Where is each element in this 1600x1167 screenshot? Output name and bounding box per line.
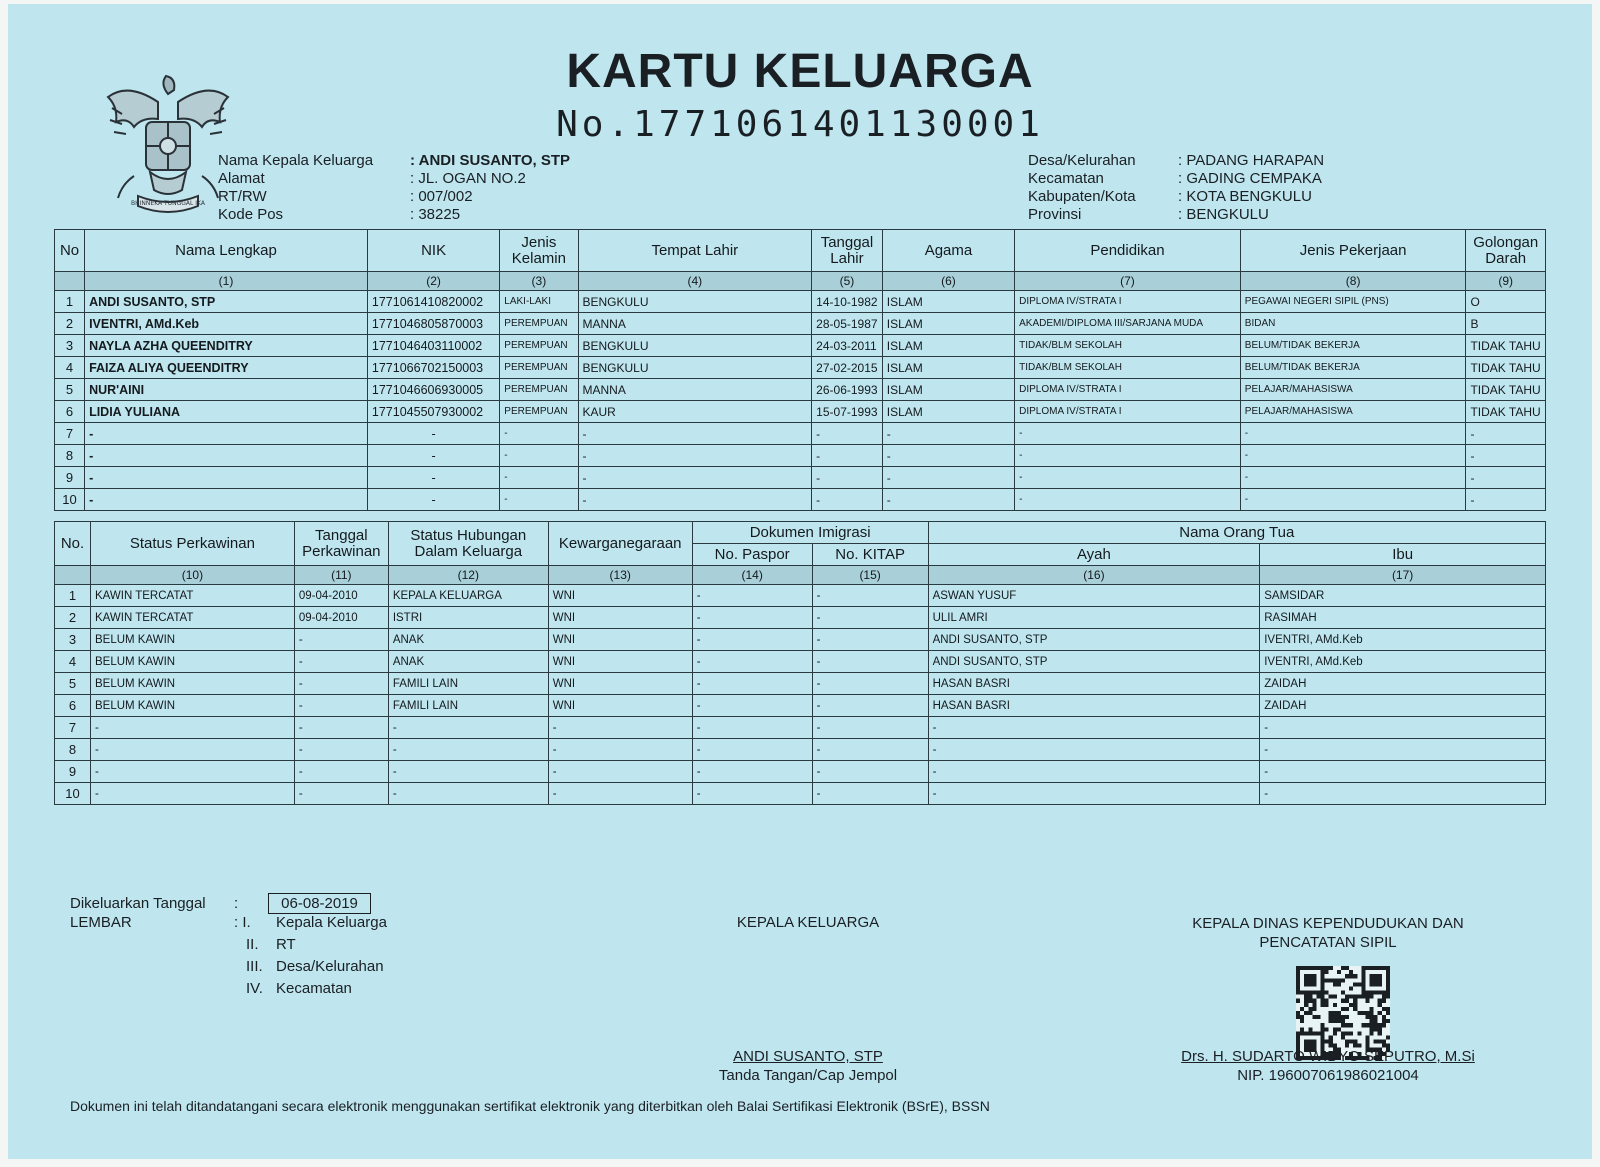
- table-row: [55, 739, 1546, 761]
- table-cell: 1771046403110002: [367, 335, 499, 357]
- table-cell: IVENTRI, AMd.Keb: [1260, 651, 1546, 673]
- table-row: [55, 717, 1546, 739]
- head-of-family-value: : ANDI SUSANTO, STP: [410, 152, 571, 169]
- table-row: [55, 423, 1546, 445]
- table-cell: HASAN BASRI: [928, 673, 1260, 695]
- table-row: [55, 445, 1546, 467]
- table-cell: -: [85, 467, 368, 489]
- column-number: [55, 566, 91, 585]
- table-cell: TIDAK/BLM SEKOLAH: [1015, 335, 1241, 357]
- table-cell: 1771061410820002: [367, 291, 499, 313]
- table-cell: WNI: [548, 585, 692, 607]
- table-cell: -: [1466, 445, 1546, 467]
- table-cell: -: [1260, 783, 1546, 805]
- lembar-item-3: Desa/Kelurahan: [276, 958, 384, 975]
- table-cell: -: [1260, 761, 1546, 783]
- table-cell: -: [548, 717, 692, 739]
- table-cell: 5: [55, 673, 91, 695]
- table-cell: -: [812, 607, 928, 629]
- table-cell: TIDAK TAHU: [1466, 379, 1546, 401]
- table-cell: -: [1015, 467, 1241, 489]
- table-cell: BELUM/TIDAK BEKERJA: [1240, 357, 1466, 379]
- col-mother: Ibu: [1260, 544, 1546, 566]
- table-cell: ANAK: [388, 629, 548, 651]
- table-cell: ASWAN YUSUF: [928, 585, 1260, 607]
- table-cell: -: [812, 445, 883, 467]
- table-cell: -: [500, 423, 578, 445]
- table-cell: 1771045507930002: [367, 401, 499, 423]
- table-cell: 4: [55, 357, 85, 379]
- column-number-row: [55, 566, 1546, 585]
- column-number: (3): [500, 272, 578, 291]
- table-cell: ISLAM: [882, 379, 1014, 401]
- col-marital-status: Status Perkawinan: [90, 522, 294, 566]
- signature-caption: Tanda Tangan/Cap Jempol: [718, 1067, 898, 1084]
- table-cell: -: [294, 783, 388, 805]
- column-number: (13): [548, 566, 692, 585]
- column-number: (14): [692, 566, 812, 585]
- table-cell: -: [294, 673, 388, 695]
- column-number: (15): [812, 566, 928, 585]
- table-cell: DIPLOMA IV/STRATA I: [1015, 291, 1241, 313]
- table-cell: PEREMPUAN: [500, 335, 578, 357]
- rt-rw-label: RT/RW: [218, 188, 267, 205]
- table-cell: -: [1466, 423, 1546, 445]
- table-cell: -: [294, 651, 388, 673]
- lembar-item-2: RT: [276, 936, 296, 953]
- table-cell: IVENTRI, AMd.Keb: [1260, 629, 1546, 651]
- table-cell: -: [85, 423, 368, 445]
- table-cell: PEGAWAI NEGERI SIPIL (PNS): [1240, 291, 1466, 313]
- table-cell: PELAJAR/MAHASISWA: [1240, 379, 1466, 401]
- column-number: (12): [388, 566, 548, 585]
- column-number: (10): [90, 566, 294, 585]
- table-cell: 6: [55, 695, 91, 717]
- table-cell: DIPLOMA IV/STRATA I: [1015, 379, 1241, 401]
- table-cell: -: [1240, 467, 1466, 489]
- rt-rw-value: : 007/002: [410, 188, 473, 205]
- table-row: [55, 379, 1546, 401]
- table-cell: 28-05-1987: [812, 313, 883, 335]
- table-cell: -: [367, 489, 499, 511]
- table-cell: -: [578, 423, 812, 445]
- table-cell: BELUM KAWIN: [90, 629, 294, 651]
- table-cell: -: [812, 673, 928, 695]
- table-cell: BELUM KAWIN: [90, 695, 294, 717]
- province-value: : BENGKULU: [1178, 206, 1269, 223]
- table-cell: -: [1466, 467, 1546, 489]
- table-cell: 10: [55, 489, 85, 511]
- table-cell: IVENTRI, AMd.Keb: [85, 313, 368, 335]
- table-cell: ULIL AMRI: [928, 607, 1260, 629]
- svg-text:BHINNEKA TUNGGAL IKA: BHINNEKA TUNGGAL IKA: [131, 200, 205, 207]
- village-value: : PADANG HARAPAN: [1178, 152, 1325, 169]
- column-number: (6): [882, 272, 1014, 291]
- column-number: [55, 272, 85, 291]
- table-cell: 1771066702150003: [367, 357, 499, 379]
- table-cell: 2: [55, 313, 85, 335]
- col-citizenship: Kewarganegaraan: [548, 522, 692, 566]
- table-cell: -: [388, 717, 548, 739]
- table-cell: HASAN BASRI: [928, 695, 1260, 717]
- table-row: [55, 651, 1546, 673]
- table-cell: -: [578, 467, 812, 489]
- table-cell: BENGKULU: [578, 291, 812, 313]
- table-cell: -: [388, 739, 548, 761]
- table-cell: 6: [55, 401, 85, 423]
- table-cell: AKADEMI/DIPLOMA III/SARJANA MUDA: [1015, 313, 1241, 335]
- table-cell: -: [812, 585, 928, 607]
- table-cell: WNI: [548, 607, 692, 629]
- lembar-item-1: Kepala Keluarga: [276, 914, 387, 931]
- col-blood-type: Golongan Darah: [1466, 230, 1546, 272]
- column-number: (1): [85, 272, 368, 291]
- table-cell: BELUM KAWIN: [90, 673, 294, 695]
- table-cell: ISLAM: [882, 313, 1014, 335]
- table-cell: PEREMPUAN: [500, 313, 578, 335]
- table-cell: -: [692, 585, 812, 607]
- table-cell: KEPALA KELUARGA: [388, 585, 548, 607]
- table-cell: WNI: [548, 651, 692, 673]
- col-kitap-no: No. KITAP: [812, 544, 928, 566]
- table-cell: WNI: [548, 695, 692, 717]
- column-number: (9): [1466, 272, 1546, 291]
- col-marriage-date: Tanggal Perkawinan: [294, 522, 388, 566]
- col-birthdate: Tanggal Lahir: [812, 230, 883, 272]
- table-cell: ISLAM: [882, 401, 1014, 423]
- table-cell: -: [90, 761, 294, 783]
- table-cell: -: [90, 717, 294, 739]
- col-nik: NIK: [367, 230, 499, 272]
- qr-code-icon: [1296, 966, 1390, 1060]
- table-cell: RASIMAH: [1260, 607, 1546, 629]
- table-cell: 09-04-2010: [294, 585, 388, 607]
- table-cell: LAKI-LAKI: [500, 291, 578, 313]
- table-row: [55, 783, 1546, 805]
- table-cell: 2: [55, 607, 91, 629]
- issued-colon: :: [234, 894, 239, 912]
- col-immigration-docs: Dokumen Imigrasi: [692, 522, 928, 544]
- table-cell: -: [1015, 423, 1241, 445]
- table-cell: -: [812, 695, 928, 717]
- family-status-table: [54, 521, 1546, 805]
- table-cell: -: [85, 445, 368, 467]
- table-cell: -: [294, 629, 388, 651]
- column-number: (5): [812, 272, 883, 291]
- table-row: [55, 629, 1546, 651]
- table-cell: WNI: [548, 629, 692, 651]
- table-cell: B: [1466, 313, 1546, 335]
- table-cell: 9: [55, 761, 91, 783]
- table-cell: 3: [55, 335, 85, 357]
- table-cell: 15-07-1993: [812, 401, 883, 423]
- table-cell: 4: [55, 651, 91, 673]
- village-label: Desa/Kelurahan: [1028, 152, 1136, 169]
- col-occupation: Jenis Pekerjaan: [1240, 230, 1466, 272]
- table-cell: -: [1015, 445, 1241, 467]
- table-row: [55, 335, 1546, 357]
- table-cell: DIPLOMA IV/STRATA I: [1015, 401, 1241, 423]
- col2-no: No.: [55, 522, 91, 566]
- table-cell: 7: [55, 423, 85, 445]
- table-cell: -: [692, 673, 812, 695]
- table-cell: -: [812, 651, 928, 673]
- table-cell: 27-02-2015: [812, 357, 883, 379]
- lembar-item-4: Kecamatan: [276, 980, 352, 997]
- table-cell: -: [882, 467, 1014, 489]
- lembar-roman-1: : I.: [234, 914, 251, 931]
- table-cell: BELUM KAWIN: [90, 651, 294, 673]
- issued-date: 06-08-2019: [268, 893, 371, 914]
- table-cell: -: [692, 651, 812, 673]
- table-cell: 5: [55, 379, 85, 401]
- col-birthplace: Tempat Lahir: [578, 230, 812, 272]
- table-cell: 1771046805870003: [367, 313, 499, 335]
- table-cell: ISLAM: [882, 291, 1014, 313]
- table-cell: FAMILI LAIN: [388, 673, 548, 695]
- lembar-roman-4: IV.: [246, 980, 263, 997]
- table-cell: -: [548, 783, 692, 805]
- table-cell: -: [294, 695, 388, 717]
- table-cell: PEREMPUAN: [500, 379, 578, 401]
- table-cell: 1: [55, 585, 91, 607]
- table-cell: ISTRI: [388, 607, 548, 629]
- table-cell: -: [812, 761, 928, 783]
- table-cell: -: [812, 717, 928, 739]
- table-row: [55, 761, 1546, 783]
- col-religion: Agama: [882, 230, 1014, 272]
- table-cell: ANDI SUSANTO, STP: [928, 629, 1260, 651]
- table-row: [55, 291, 1546, 313]
- column-number: (11): [294, 566, 388, 585]
- table-cell: ANDI SUSANTO, STP: [928, 651, 1260, 673]
- table-cell: 26-06-1993: [812, 379, 883, 401]
- col-education: Pendidikan: [1015, 230, 1241, 272]
- table-cell: BENGKULU: [578, 357, 812, 379]
- table-cell: PELAJAR/MAHASISWA: [1240, 401, 1466, 423]
- head-of-family-signature-title: KEPALA KELUARGA: [736, 914, 880, 931]
- table-cell: -: [928, 739, 1260, 761]
- table-cell: -: [812, 489, 883, 511]
- address-label: Alamat: [218, 170, 265, 187]
- table-cell: -: [294, 717, 388, 739]
- table-cell: LIDIA YULIANA: [85, 401, 368, 423]
- column-number: (2): [367, 272, 499, 291]
- table-cell: MANNA: [578, 379, 812, 401]
- table-cell: 9: [55, 467, 85, 489]
- table-cell: -: [692, 739, 812, 761]
- table-row: [55, 467, 1546, 489]
- table-cell: -: [812, 423, 883, 445]
- family-card-document: [8, 4, 1592, 1159]
- electronic-signature-note: Dokumen ini telah ditandatangani secara elektronik menggunakan sertifikat elektronik yang diterbitkan oleh Balai Sertifikasi Elektronik (BSrE), BSSN: [70, 1098, 990, 1114]
- table-cell: FAIZA ALIYA QUEENDITRY: [85, 357, 368, 379]
- official-nip: NIP. 196007061986021004: [1237, 1067, 1419, 1084]
- table-cell: -: [500, 489, 578, 511]
- table-cell: 24-03-2011: [812, 335, 883, 357]
- table-cell: -: [692, 717, 812, 739]
- table-cell: ISLAM: [882, 357, 1014, 379]
- table-cell: PEREMPUAN: [500, 401, 578, 423]
- table-cell: -: [578, 489, 812, 511]
- table-cell: -: [578, 445, 812, 467]
- table-cell: 7: [55, 717, 91, 739]
- column-number-row: [55, 272, 1546, 291]
- table-cell: -: [882, 489, 1014, 511]
- table-cell: -: [548, 739, 692, 761]
- header-left-info: [218, 152, 570, 224]
- issued-label: Dikeluarkan Tanggal: [70, 894, 206, 912]
- table-cell: WNI: [548, 673, 692, 695]
- col-no: No: [55, 230, 85, 272]
- table-row: [55, 585, 1546, 607]
- table-cell: -: [90, 783, 294, 805]
- official-title: [1158, 914, 1498, 952]
- column-number: (7): [1015, 272, 1241, 291]
- header-right-info: [1028, 152, 1324, 224]
- table-cell: -: [1015, 489, 1241, 511]
- table-cell: -: [1466, 489, 1546, 511]
- postal-code-label: Kode Pos: [218, 206, 284, 223]
- col-gender: Jenis Kelamin: [500, 230, 578, 272]
- column-number: (17): [1260, 566, 1546, 585]
- table-cell: -: [928, 783, 1260, 805]
- table-cell: 3: [55, 629, 91, 651]
- col-parents: Nama Orang Tua: [928, 522, 1545, 544]
- table-cell: -: [812, 629, 928, 651]
- table-cell: -: [812, 467, 883, 489]
- col-passport-no: No. Paspor: [692, 544, 812, 566]
- postal-code-value: : 38225: [410, 206, 461, 223]
- table-cell: -: [500, 467, 578, 489]
- regency-value: : KOTA BENGKULU: [1178, 188, 1312, 205]
- official-title-line-1: KEPALA DINAS KEPENDUDUKAN DAN: [1192, 915, 1464, 932]
- table-cell: -: [367, 423, 499, 445]
- table-cell: KAWIN TERCATAT: [90, 585, 294, 607]
- table-cell: -: [692, 607, 812, 629]
- address-value: : JL. OGAN NO.2: [410, 170, 526, 187]
- issuance-info: [70, 892, 387, 1002]
- table-cell: -: [388, 761, 548, 783]
- table-cell: -: [388, 783, 548, 805]
- table-cell: -: [928, 761, 1260, 783]
- official-name: Drs. H. SUDARTO WIDYO SEPUTRO, M.Si: [1181, 1048, 1475, 1065]
- table-cell: -: [692, 629, 812, 651]
- column-number: (16): [928, 566, 1260, 585]
- table-cell: -: [294, 761, 388, 783]
- table-cell: -: [367, 467, 499, 489]
- family-card-number: No.1771061401130001: [556, 104, 1044, 145]
- table-row: [55, 401, 1546, 423]
- table-row: [55, 607, 1546, 629]
- table-cell: NAYLA AZHA QUEENDITRY: [85, 335, 368, 357]
- table-cell: -: [1240, 445, 1466, 467]
- table-cell: SAMSIDAR: [1260, 585, 1546, 607]
- table-cell: 8: [55, 445, 85, 467]
- col-father: Ayah: [928, 544, 1260, 566]
- col-full-name: Nama Lengkap: [85, 230, 368, 272]
- table-cell: -: [1240, 489, 1466, 511]
- table-cell: BELUM/TIDAK BEKERJA: [1240, 335, 1466, 357]
- table-cell: -: [692, 695, 812, 717]
- family-members-table: [54, 229, 1546, 511]
- table-cell: O: [1466, 291, 1546, 313]
- table-cell: -: [812, 783, 928, 805]
- table-cell: 1771046606930005: [367, 379, 499, 401]
- table-cell: FAMILI LAIN: [388, 695, 548, 717]
- table-cell: 09-04-2010: [294, 607, 388, 629]
- official-title-line-2: PENCATATAN SIPIL: [1259, 934, 1397, 951]
- column-number: (4): [578, 272, 812, 291]
- table-cell: TIDAK TAHU: [1466, 401, 1546, 423]
- province-label: Provinsi: [1028, 206, 1082, 223]
- table-cell: KAWIN TERCATAT: [90, 607, 294, 629]
- table-cell: ISLAM: [882, 335, 1014, 357]
- table-cell: -: [85, 489, 368, 511]
- table-cell: -: [500, 445, 578, 467]
- table-cell: KAUR: [578, 401, 812, 423]
- table-cell: NUR'AINI: [85, 379, 368, 401]
- table-cell: ZAIDAH: [1260, 673, 1546, 695]
- table-cell: 8: [55, 739, 91, 761]
- column-number: (8): [1240, 272, 1466, 291]
- table-cell: -: [1260, 717, 1546, 739]
- table-cell: -: [812, 739, 928, 761]
- table-cell: -: [367, 445, 499, 467]
- table-cell: -: [90, 739, 294, 761]
- table-cell: -: [882, 445, 1014, 467]
- document-title: KARTU KELUARGA: [566, 45, 1034, 98]
- table-cell: BENGKULU: [578, 335, 812, 357]
- lembar-roman-3: III.: [246, 958, 263, 975]
- table-cell: ANDI SUSANTO, STP: [85, 291, 368, 313]
- table-cell: ANAK: [388, 651, 548, 673]
- table-row: [55, 489, 1546, 511]
- lembar-label: LEMBAR: [70, 914, 132, 931]
- table-cell: -: [692, 783, 812, 805]
- table-cell: TIDAK TAHU: [1466, 357, 1546, 379]
- head-of-family-label: Nama Kepala Keluarga: [218, 152, 374, 169]
- table-cell: -: [692, 761, 812, 783]
- table-cell: -: [1240, 423, 1466, 445]
- table-cell: 14-10-1982: [812, 291, 883, 313]
- district-label: Kecamatan: [1028, 170, 1104, 187]
- table-cell: BIDAN: [1240, 313, 1466, 335]
- table-row: [55, 695, 1546, 717]
- col-family-relation: Status Hubungan Dalam Keluarga: [388, 522, 548, 566]
- table-cell: 10: [55, 783, 91, 805]
- regency-label: Kabupaten/Kota: [1028, 188, 1136, 205]
- table-cell: 1: [55, 291, 85, 313]
- table-row: [55, 313, 1546, 335]
- table-cell: ZAIDAH: [1260, 695, 1546, 717]
- table-cell: -: [548, 761, 692, 783]
- table-row: [55, 673, 1546, 695]
- table-cell: -: [294, 739, 388, 761]
- head-of-family-signature-name: ANDI SUSANTO, STP: [733, 1048, 883, 1065]
- table-cell: TIDAK/BLM SEKOLAH: [1015, 357, 1241, 379]
- table-cell: MANNA: [578, 313, 812, 335]
- table-cell: -: [1260, 739, 1546, 761]
- district-value: : GADING CEMPAKA: [1178, 170, 1322, 187]
- lembar-roman-2: II.: [246, 936, 259, 953]
- table-cell: PEREMPUAN: [500, 357, 578, 379]
- table-cell: TIDAK TAHU: [1466, 335, 1546, 357]
- table-cell: -: [928, 717, 1260, 739]
- table-row: [55, 357, 1546, 379]
- table-cell: -: [882, 423, 1014, 445]
